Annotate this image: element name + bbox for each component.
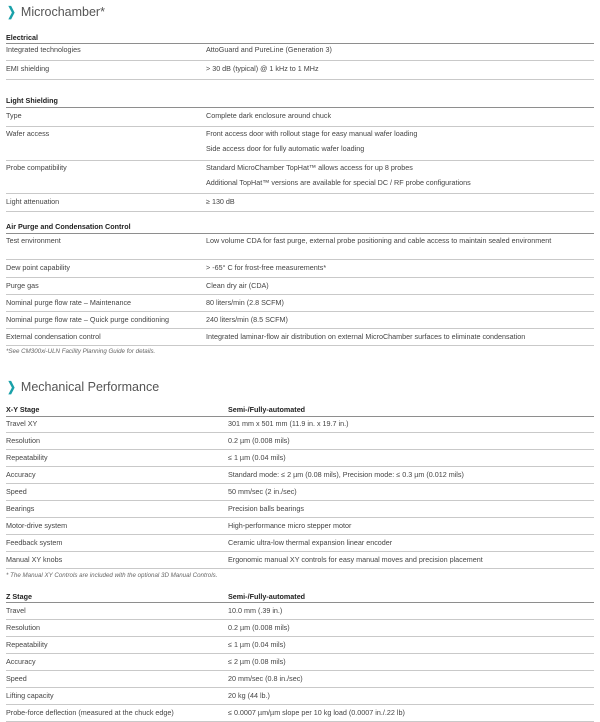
spec-row <box>0 260 600 277</box>
spec-value: Low volume CDA for fast purge, external probe positioning and cable access to maintain sealed environment <box>206 236 552 245</box>
column-header: Semi-/Fully-automated <box>228 591 306 601</box>
spec-row <box>0 419 600 432</box>
spec-value: Front access door with rollout stage for easy manual wafer loading <box>206 129 418 138</box>
spec-row <box>0 606 600 619</box>
spec-label: Nominal purge flow rate – Maintenance <box>6 298 132 307</box>
spec-row <box>0 688 600 704</box>
spec-value: Clean dry air (CDA) <box>206 281 269 290</box>
light-shielding-rows <box>0 111 600 212</box>
spec-row <box>0 467 600 483</box>
spec-value: Complete dark enclosure around chuck <box>206 111 332 120</box>
spec-label: EMI shielding <box>6 64 50 73</box>
spec-label: Integrated technologies <box>6 45 81 54</box>
spec-value: ≥ 130 dB <box>206 197 235 206</box>
section-title: Microchamber* <box>20 5 105 19</box>
electrical-group <box>6 33 594 42</box>
spec-label: Lifting capacity <box>6 691 54 700</box>
spec-row <box>0 61 600 79</box>
group-title: Air Purge and Condensation Control <box>6 222 131 231</box>
spec-value: Precision balls bearings <box>228 504 304 513</box>
spec-value: Side access door for fully automatic wafer loading <box>206 144 365 153</box>
spec-label: Probe-force deflection (measured at the chuck edge) <box>6 708 174 717</box>
divider <box>6 79 594 80</box>
z-stage-header <box>6 591 594 601</box>
spec-row <box>0 329 600 345</box>
divider <box>6 416 594 417</box>
spec-value: 0.2 µm (0.008 mils) <box>228 623 290 632</box>
spec-label: Motor-drive system <box>6 521 68 530</box>
spec-row <box>0 194 600 211</box>
spec-row <box>0 144 600 160</box>
spec-row <box>0 484 600 500</box>
footnote: *See CM300xi-ULN Facility Planning Guide for details. <box>6 348 156 355</box>
spec-label: Bearings <box>6 504 35 513</box>
spec-label: Resolution <box>6 436 40 445</box>
spec-row <box>0 637 600 653</box>
spec-value: 50 mm/sec (2 in./sec) <box>228 487 297 496</box>
section-title: Mechanical Performance <box>20 380 160 394</box>
spec-label: Speed <box>6 487 27 496</box>
spec-row <box>0 620 600 636</box>
spec-value: 240 liters/min (8.5 SCFM) <box>206 315 288 324</box>
spec-label: Purge gas <box>6 281 39 290</box>
air-purge-group <box>6 222 594 231</box>
section-heading-microchamber <box>6 3 105 21</box>
spec-value: Additional TopHat™ versions are available for special DC / RF probe configurations <box>206 178 471 187</box>
light-shielding-group <box>6 96 594 105</box>
spec-row <box>0 654 600 670</box>
spec-value: High-performance micro stepper motor <box>228 521 352 530</box>
spec-label: Accuracy <box>6 657 36 666</box>
spec-value: ≤ 1 µm (0.04 mils) <box>228 453 286 462</box>
spec-row <box>0 161 600 178</box>
spec-row <box>0 671 600 687</box>
spec-label <box>0 144 206 160</box>
spec-label: Repeatability <box>6 453 48 462</box>
spec-row <box>0 312 600 328</box>
xy-stage-header <box>6 404 594 414</box>
group-title: X-Y Stage <box>6 404 40 414</box>
spec-row <box>0 278 600 294</box>
electrical-rows <box>0 45 600 80</box>
xy-stage-rows <box>0 419 600 579</box>
spec-value: 20 mm/sec (0.8 in./sec) <box>228 674 303 683</box>
spec-label: Light attenuation <box>6 197 60 206</box>
spec-label <box>0 178 206 193</box>
section-heading-mechanical <box>6 378 159 396</box>
group-title: Z Stage <box>6 591 32 601</box>
chevron-right-icon: ❯ <box>7 4 16 19</box>
spec-label: Accuracy <box>6 470 36 479</box>
spec-value: Ergonomic manual XY controls for easy manual moves and precision placement <box>228 555 483 564</box>
spec-label: Feedback system <box>6 538 63 547</box>
spec-label: Dew point capability <box>6 263 70 272</box>
spec-row <box>0 127 600 144</box>
z-stage-rows <box>0 606 600 722</box>
spec-value: ≤ 2 µm (0.08 mils) <box>228 657 286 666</box>
spec-row <box>0 111 600 126</box>
footnote: * The Manual XY Controls are included with the optional 3D Manual Controls. <box>6 572 218 579</box>
spec-row <box>0 450 600 466</box>
spec-row <box>0 178 600 193</box>
spec-label: Nominal purge flow rate – Quick purge conditioning <box>6 315 170 324</box>
group-title: Electrical <box>6 33 38 42</box>
spec-label: External condensation control <box>6 332 101 341</box>
spec-value: > 30 dB (typical) @ 1 kHz to 1 MHz <box>206 64 319 73</box>
spec-label: Travel XY <box>6 419 38 428</box>
spec-value: ≤ 0.0007 µm/µm slope per 10 kg load (0.0007 in./.22 lb) <box>228 708 405 717</box>
spec-value: > -65° C for frost-free measurements* <box>206 263 327 272</box>
spec-label: Probe compatibility <box>6 163 67 172</box>
spec-value: Integrated laminar-flow air distribution on external MicroChamber surfaces to eliminate condensation <box>206 332 526 341</box>
divider <box>6 43 594 44</box>
air-purge-rows <box>0 236 600 355</box>
spec-label: Test environment <box>6 236 61 245</box>
spec-value: 80 liters/min (2.8 SCFM) <box>206 298 284 307</box>
spec-label: Speed <box>6 674 27 683</box>
divider <box>6 107 594 108</box>
spec-row <box>0 552 600 568</box>
spec-row <box>0 433 600 449</box>
spec-row <box>0 236 600 259</box>
chevron-right-icon: ❯ <box>7 379 16 394</box>
spec-row <box>0 518 600 534</box>
spec-value: 10.0 mm (.39 in.) <box>228 606 283 615</box>
spec-label: Manual XY knobs <box>6 555 63 564</box>
spec-value: 20 kg (44 lb.) <box>228 691 270 700</box>
spec-value: 0.2 µm (0.008 mils) <box>228 436 290 445</box>
divider <box>6 211 594 212</box>
spec-value: Standard MicroChamber TopHat™ allows access for up 8 probes <box>206 163 413 172</box>
spec-label: Repeatability <box>6 640 48 649</box>
group-title: Light Shielding <box>6 96 58 105</box>
spec-label: Travel <box>6 606 26 615</box>
spec-value: ≤ 1 µm (0.04 mils) <box>228 640 286 649</box>
spec-value: Ceramic ultra-low thermal expansion linear encoder <box>228 538 393 547</box>
divider <box>6 602 594 603</box>
spec-label: Wafer access <box>6 129 50 138</box>
column-header: Semi-/Fully-automated <box>228 404 306 414</box>
spec-value: 301 mm x 501 mm (11.9 in. x 19.7 in.) <box>228 419 349 428</box>
spec-label: Type <box>6 111 22 120</box>
spec-value: AttoGuard and PureLine (Generation 3) <box>206 45 332 54</box>
spec-label: Resolution <box>6 623 40 632</box>
spec-row <box>0 45 600 60</box>
spec-row <box>0 295 600 311</box>
spec-row <box>0 501 600 517</box>
spec-value: Standard mode: ≤ 2 µm (0.08 mils), Precision mode: ≤ 0.3 µm (0.012 mils) <box>228 470 464 479</box>
spec-row <box>0 535 600 551</box>
divider <box>6 233 594 234</box>
